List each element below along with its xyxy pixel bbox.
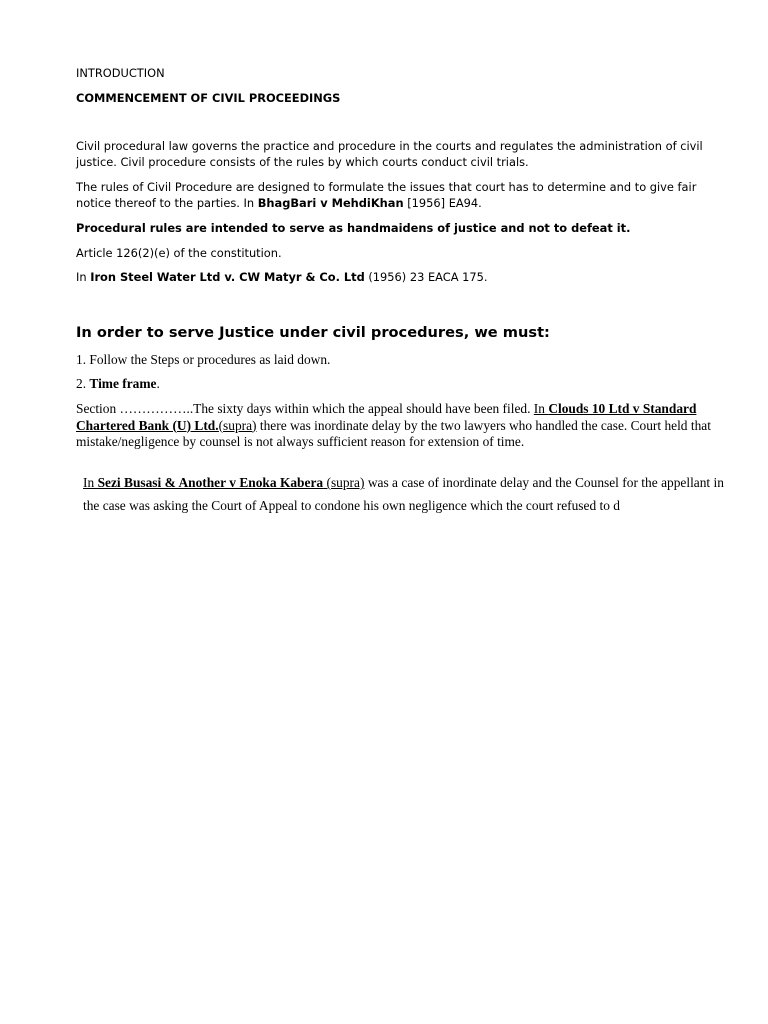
case-name: Iron Steel Water Ltd v. CW Matyr & Co. Ltd bbox=[90, 270, 365, 284]
case-name: Sezi Busasi & Another v Enoka Kabera bbox=[97, 475, 324, 490]
case-in: In bbox=[533, 401, 549, 416]
paragraph-section-sixty-days bbox=[76, 401, 724, 451]
paragraph-handmaidens: Procedural rules are intended to serve as handmaidens of justice and not to defeat it. bbox=[76, 221, 631, 235]
case-supra: (supra) bbox=[323, 475, 365, 490]
step-one: 1. Follow the Steps or procedures as laid down. bbox=[76, 352, 331, 367]
case-citation: (1956) 23 EACA 175. bbox=[364, 270, 488, 284]
paragraph-text: The rules of Civil Procedure are designed to formulate the issues that court has to determine and to give fair notice thereof to the parties. In bbox=[76, 180, 697, 210]
step-label: Time frame bbox=[89, 376, 157, 391]
paragraph-rules-of-civil-procedure bbox=[76, 180, 724, 211]
case-name: Clouds 10 Ltd v Standard Chartered Bank (U) Ltd. bbox=[76, 401, 697, 433]
paragraph-prefix: In bbox=[76, 270, 91, 284]
paragraph-civil-procedural-law: Civil procedural law governs the practice and procedure in the courts and regulates the administration of civil justice. Civil procedure consists of the rules by which courts conduct civil trials. bbox=[76, 139, 703, 169]
paragraph-prefix: Section ……………..The sixty days within which the appeal should have been filed. bbox=[76, 401, 534, 416]
case-in: In bbox=[83, 475, 98, 490]
paragraph-sezi-busasi bbox=[83, 472, 724, 517]
paragraph-article: Article 126(2)(e) of the constitution. bbox=[76, 246, 282, 260]
step-number: 2. bbox=[76, 376, 90, 391]
paragraph-iron-steel bbox=[76, 270, 724, 286]
step-end: . bbox=[156, 376, 160, 391]
case-supra: (supra) bbox=[218, 417, 257, 433]
subheading-serve-justice: In order to serve Justice under civil procedures, we must: bbox=[76, 324, 550, 341]
heading-commencement: COMMENCEMENT OF CIVIL PROCEEDINGS bbox=[76, 91, 341, 105]
step-two bbox=[76, 376, 724, 393]
paragraph-rest: there was inordinate delay by the two lawyers who handled the case. Court held that mistake/negligence by counsel is not always sufficient reason for extension of time. bbox=[76, 417, 711, 449]
heading-introduction: INTRODUCTION bbox=[76, 66, 165, 80]
case-citation: [1956] EA94. bbox=[403, 195, 482, 210]
case-name: BhagBari v MehdiKhan bbox=[257, 195, 404, 210]
paragraph-rest: was a case of inordinate delay and the Counsel for the appellant in the case was asking the Court of Appeal to condone his own negligence which the court refused to d bbox=[83, 475, 724, 513]
